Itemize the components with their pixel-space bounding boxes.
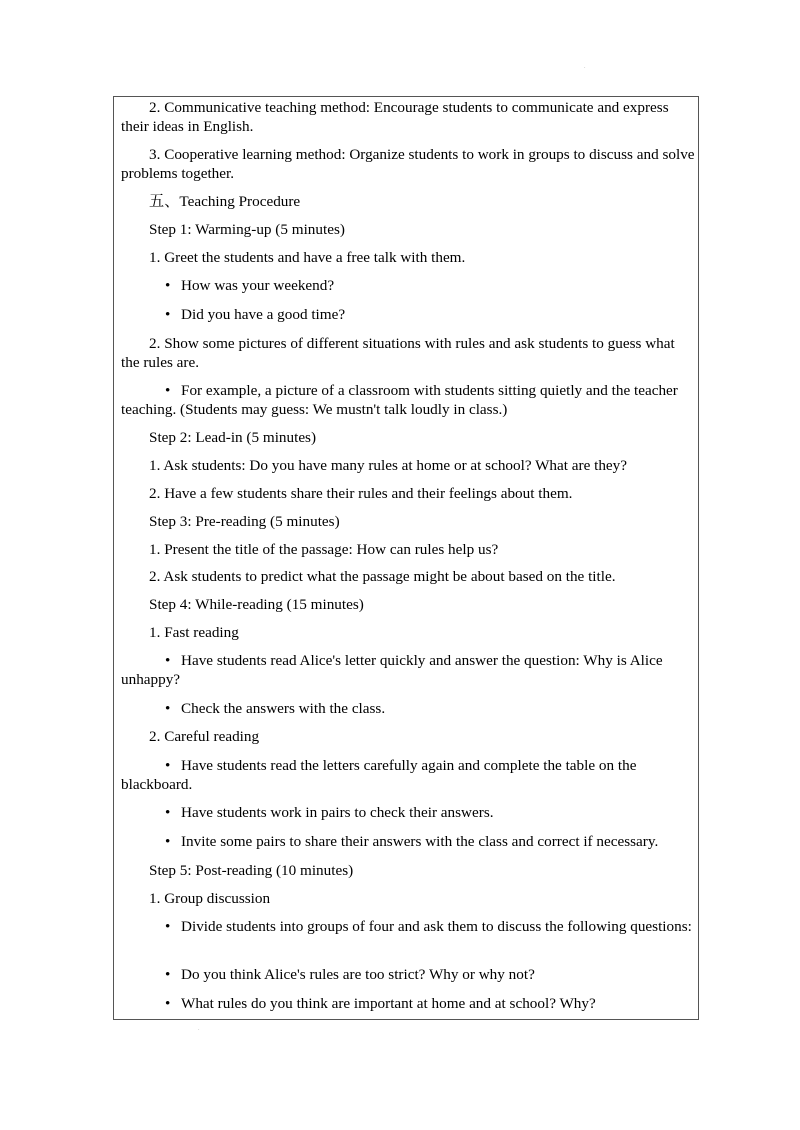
bullet-text: How was your weekend?: [181, 277, 335, 294]
bullet-marker-icon: •: [165, 995, 171, 1012]
paragraph: [121, 484, 696, 503]
paragraph-text: 2. Communicative teaching method: Encourage students to communicate and express their ideas in English.: [121, 99, 669, 135]
bullet-item: [121, 756, 696, 794]
bullet-marker-icon: •: [165, 833, 171, 850]
bullet-marker-icon: •: [165, 306, 171, 323]
bullet-marker-icon: •: [165, 382, 171, 399]
paragraph: [121, 567, 696, 586]
paragraph-text: 2. Show some pictures of different situations with rules and ask students to guess what the rules are.: [121, 335, 675, 371]
paragraph-text: Step 4: While-reading (15 minutes): [149, 596, 364, 613]
bullet-marker-icon: •: [165, 966, 171, 983]
bullet-text: Invite some pairs to share their answers with the class and correct if necessary.: [181, 833, 659, 850]
paragraph: [121, 145, 696, 183]
paragraph-text: 2. Have a few students share their rules and their feelings about them.: [149, 485, 573, 502]
bullet-item: [121, 381, 696, 419]
bullet-marker-icon: •: [165, 277, 171, 294]
paragraph: [121, 334, 696, 372]
bullet-text: Have students read Alice's letter quickly and answer the question: Why is Alice unhappy?: [121, 652, 663, 688]
bullet-item: [121, 699, 696, 718]
scan-speck: .: [198, 1026, 200, 1032]
paragraph-text: 2. Ask students to predict what the passage might be about based on the title.: [149, 568, 616, 585]
paragraph-text: 1. Group discussion: [149, 890, 271, 907]
bullet-item: [121, 832, 696, 851]
paragraph-text: Step 2: Lead-in (5 minutes): [149, 429, 317, 446]
bullet-text: Have students read the letters carefully again and complete the table on the blackboard.: [121, 757, 637, 793]
scan-speck: .: [584, 64, 586, 70]
paragraph-text: Step 1: Warming-up (5 minutes): [149, 221, 345, 238]
bullet-marker-icon: •: [165, 652, 171, 669]
bullet-text: Did you have a good time?: [181, 306, 346, 323]
bullet-text: Check the answers with the class.: [181, 700, 386, 717]
paragraph: [121, 889, 696, 908]
paragraph-text: Step 5: Post-reading (10 minutes): [149, 862, 354, 879]
paragraph: [121, 248, 696, 267]
paragraph: [121, 512, 696, 531]
paragraph: [121, 192, 696, 211]
bullet-marker-icon: •: [165, 918, 171, 935]
bullet-item: [121, 803, 696, 822]
paragraph: [121, 456, 696, 475]
paragraph-text: 1. Greet the students and have a free talk with them.: [149, 249, 466, 266]
paragraph-text: 1. Fast reading: [149, 624, 239, 641]
paragraph: [121, 623, 696, 642]
bullet-marker-icon: •: [165, 700, 171, 717]
bullet-marker-icon: •: [165, 757, 171, 774]
paragraph-text: Step 3: Pre-reading (5 minutes): [149, 513, 340, 530]
bullet-item: [121, 276, 696, 295]
paragraph-text: 五、Teaching Procedure: [149, 193, 301, 210]
bullet-item: [121, 965, 696, 984]
paragraph: [121, 595, 696, 614]
bullet-marker-icon: •: [165, 804, 171, 821]
bullet-item: [121, 994, 696, 1013]
paragraph: [121, 220, 696, 239]
bullet-text: What rules do you think are important at home and at school? Why?: [181, 995, 596, 1012]
bullet-item: [121, 917, 696, 936]
bullet-text: Divide students into groups of four and ask them to discuss the following questions:: [181, 918, 692, 935]
paragraph-text: 1. Ask students: Do you have many rules at home or at school? What are they?: [149, 457, 628, 474]
bullet-item: [121, 651, 696, 689]
bullet-text: Have students work in pairs to check their answers.: [181, 804, 494, 821]
paragraph-text: 3. Cooperative learning method: Organize students to work in groups to discuss and solve problems together.: [121, 146, 695, 182]
bullet-text: For example, a picture of a classroom with students sitting quietly and the teacher teaching. (Students may guess: We mustn't talk loudly in class.): [121, 382, 678, 418]
paragraph: [121, 727, 696, 746]
paragraph-text: 1. Present the title of the passage: How can rules help us?: [149, 541, 499, 558]
paragraph-text: 2. Careful reading: [149, 728, 260, 745]
paragraph: [121, 861, 696, 880]
paragraph: [121, 428, 696, 447]
paragraph: [121, 540, 696, 559]
bullet-text: Do you think Alice's rules are too strict? Why or why not?: [181, 966, 535, 983]
paragraph: [121, 98, 696, 136]
bullet-item: [121, 305, 696, 324]
